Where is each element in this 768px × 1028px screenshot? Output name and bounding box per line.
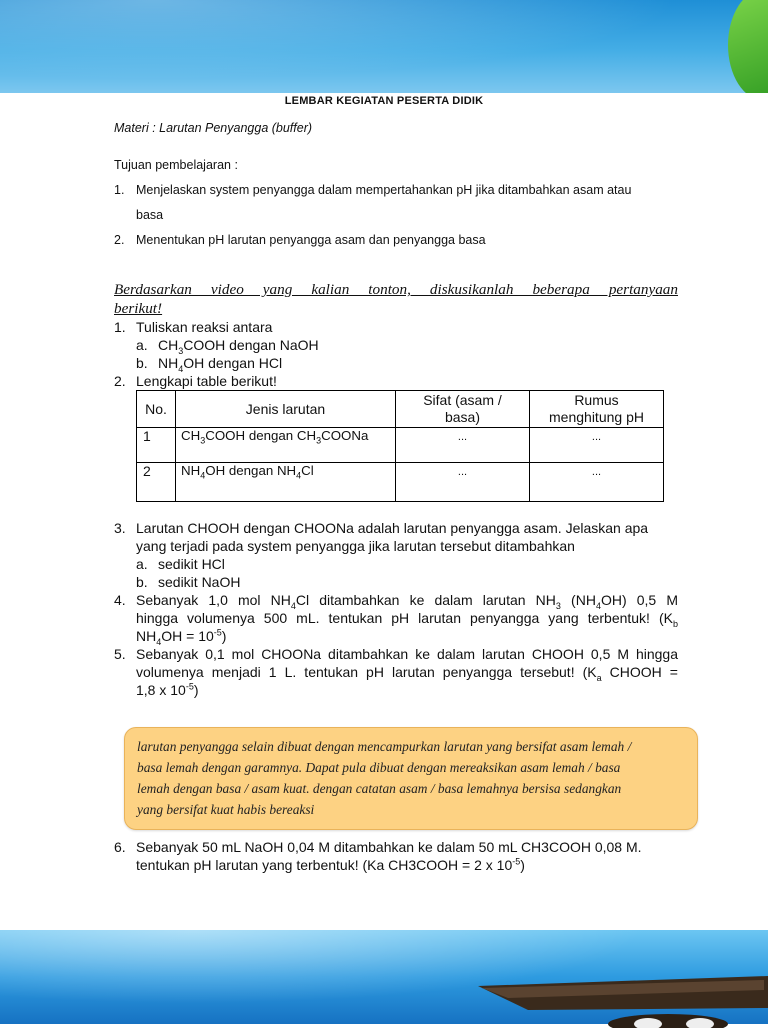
page-title: LEMBAR KEGIATAN PESERTA DIDIK [284, 95, 484, 107]
note-line-2: basa lemah dengan garamnya. Dapat pula dibuat dengan mereaksikan asam lemah / basa [137, 760, 621, 775]
question-1-text: Tuliskan reaksi antara [136, 319, 273, 335]
note-line-4: yang bersifat kuat habis bereaksi [137, 802, 315, 817]
header-glow [0, 0, 768, 93]
tujuan-item-1-text: Menjelaskan system penyangga dalam mempertahankan pH jika ditambahkan asam atau [136, 183, 632, 197]
question-6-number: 6. [114, 839, 126, 855]
question-2-text: Lengkapi table berikut! [136, 373, 277, 389]
tujuan-item-1-number: 1. [114, 183, 125, 197]
question-5-number: 5. [114, 646, 126, 662]
materi-line: Materi : Larutan Penyangga (buffer) [114, 121, 313, 135]
table-cell-sifat[interactable]: ... [396, 463, 530, 502]
question-1b-text: $NH_4OH$ dengan HCl [158, 355, 283, 374]
question-3b-label: b. [136, 574, 148, 590]
question-3-line-1: Larutan CHOOH dengan CHOONa adalah larutan penyangga asam. Jelaskan apa [136, 520, 649, 536]
graduation-cap-icon [468, 968, 768, 1028]
note-callout [124, 727, 698, 830]
question-5-line-2: volumenya menjadi 1 L. tentukan pH larutan penyangga tersebut! ($K_a$ CHOOH = [136, 664, 678, 683]
column-header-jenis: Jenis larutan [176, 391, 396, 428]
tujuan-item-2-text: Menentukan pH larutan penyangga asam dan penyangga basa [136, 233, 486, 247]
question-3-line-2: yang terjadi pada system penyangga jika larutan tersebut ditambahkan [136, 538, 575, 554]
column-header-rumus: Rumus menghitung pH [530, 391, 664, 428]
table-cell-no: 1 [137, 428, 176, 463]
table-cell-jenis: $CH_3COOH$ dengan $CH_3COONa$ [176, 428, 396, 463]
table-row [137, 428, 664, 463]
question-6-line-2: tentukan pH larutan yang terbentuk! (Ka CH3COOH = 2 x $10^{-5}$) [136, 856, 525, 873]
table-cell-rumus[interactable]: ... [530, 428, 664, 463]
note-line-3: lemah dengan basa / asam kuat. dengan catatan asam / basa lemahnya bersisa sedangkan [137, 781, 622, 796]
question-1-number: 1. [114, 319, 126, 335]
question-3b-text: sedikit NaOH [158, 574, 241, 590]
question-6-line-1: Sebanyak 50 mL NaOH 0,04 M ditambahkan ke dalam 50 mL CH3COOH 0,08 M. [136, 839, 642, 855]
question-5-line-1: Sebanyak 0,1 mol CHOONa ditambahkan ke dalam larutan CHOOH 0,5 M hingga [136, 646, 678, 662]
question-3a-text: sedikit HCl [158, 556, 225, 572]
table-cell-jenis: $NH_4OH$ dengan $NH_4Cl$ [176, 463, 396, 502]
instruction-line-1: Berdasarkan video yang kalian tonton, diskusikanlah beberapa pertanyaan [114, 281, 678, 298]
note-line-1: larutan penyangga selain dibuat dengan mencampurkan larutan yang bersifat asam lemah / [137, 739, 632, 754]
header-background-band [0, 0, 768, 93]
question-4-number: 4. [114, 592, 126, 608]
tujuan-item-1-text-cont: basa [136, 208, 164, 222]
note-text [137, 736, 687, 820]
tujuan-heading: Tujuan pembelajaran : [114, 158, 238, 172]
table-row [137, 463, 664, 502]
table-cell-no: 2 [137, 463, 176, 502]
column-header-sifat: Sifat (asam / basa) [396, 391, 530, 428]
question-1a-label: a. [136, 337, 148, 353]
instruction-line-2: berikut! [114, 300, 163, 317]
table-header-row [137, 391, 664, 428]
column-header-no: No. [137, 391, 176, 428]
table-cell-rumus[interactable]: ... [530, 463, 664, 502]
question-1a-text: $CH_3COOH$ dengan NaOH [158, 337, 319, 356]
question-4-line-1: Sebanyak 1,0 mol $NH_4Cl$ ditambahkan ke dalam larutan $NH_3$ $(NH_4OH)$ 0,5 M [136, 592, 678, 611]
solution-table [136, 390, 664, 502]
question-4-line-3: $NH_4OH = 10^{-5}$) [136, 627, 227, 647]
question-3a-label: a. [136, 556, 148, 572]
question-1b-label: b. [136, 355, 148, 371]
question-3-number: 3. [114, 520, 126, 536]
question-5-line-3: 1,8 x $10^{-5}$) [136, 681, 199, 698]
tujuan-item-2-number: 2. [114, 233, 125, 247]
question-4-line-2: hingga volumenya 500 mL. tentukan pH larutan penyangga yang terbentuk! ($K_b$ [136, 610, 678, 629]
question-2-number: 2. [114, 373, 126, 389]
table-cell-sifat[interactable]: ... [396, 428, 530, 463]
